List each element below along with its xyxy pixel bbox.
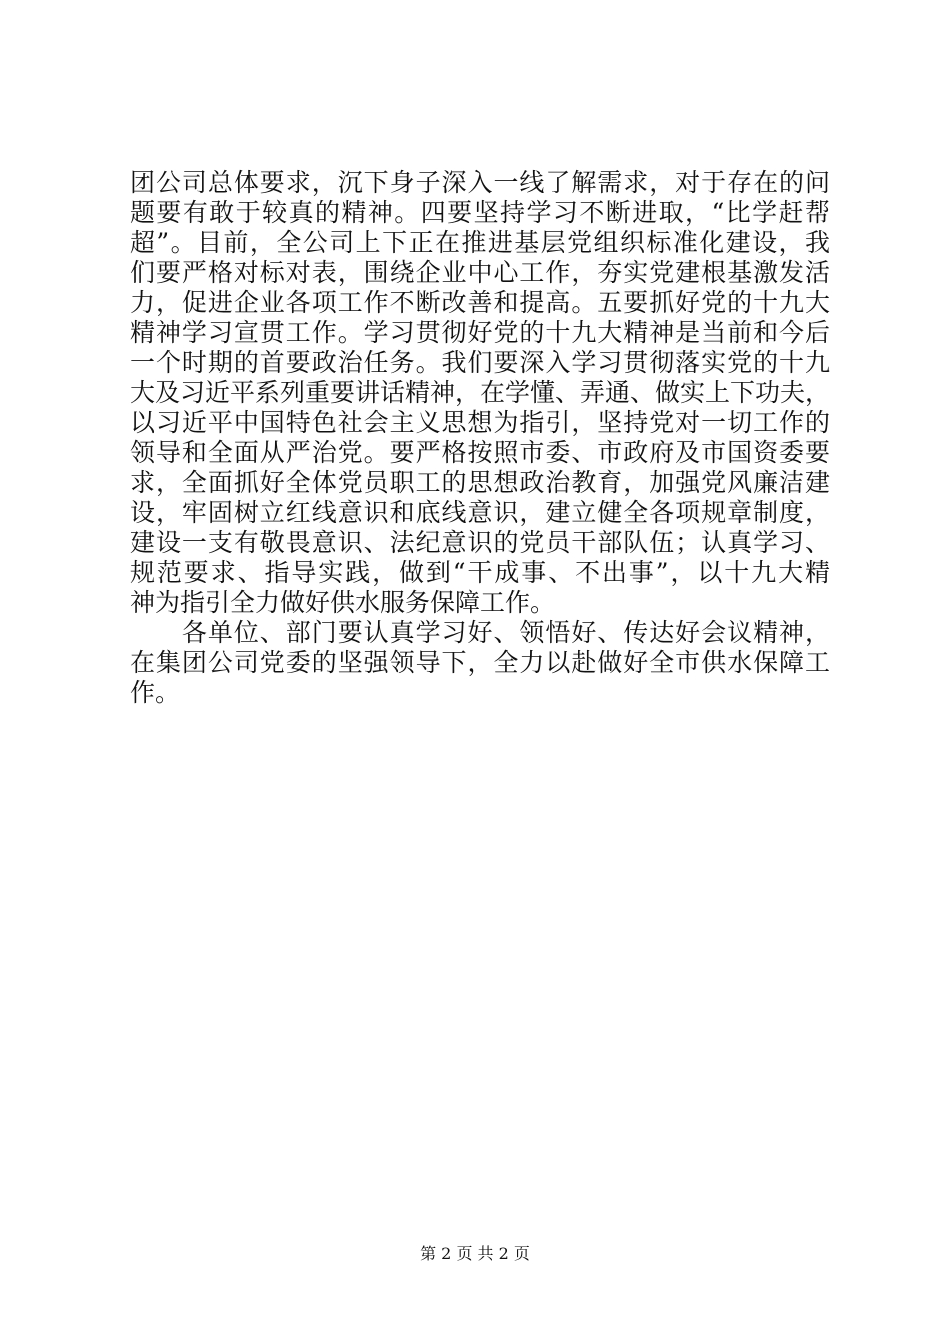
text-line: 规范要求、指导实践，做到“干成事、不出事”，以十九大精 [130,558,830,587]
text-line: 作。 [130,678,181,707]
text-line: 大及习近平系列重要讲话精神，在学懂、弄通、做实上下功夫， [130,378,831,407]
text-line: 题要有敢于较真的精神。四要坚持学习不断进取，“比学赶帮 [130,198,830,227]
body-text [130,168,830,708]
text-line: 在集团公司党委的坚强领导下，全力以赴做好全市供水保障工 [130,648,830,677]
text-line: 神为指引全力做好供水服务保障工作。 [130,588,556,617]
page-number-footer: 第 2 页 共 2 页 [420,1244,530,1263]
text-line: 领导和全面从严治党。要严格按照市委、市政府及市国资委要 [130,438,830,467]
text-line: 一个时期的首要政治任务。我们要深入学习贯彻落实党的十九 [130,348,830,377]
text-line: 超”。目前，全公司上下正在推进基层党组织标准化建设，我 [130,228,830,257]
text-line: 以习近平中国特色社会主义思想为指引，坚持党对一切工作的 [130,408,830,437]
text-line: 求，全面抓好全体党员职工的思想政治教育，加强党风廉洁建 [130,468,830,497]
text-line: 们要严格对标对表，围绕企业中心工作，夯实党建根基激发活 [130,258,830,287]
text-line: 精神学习宣贯工作。学习贯彻好党的十九大精神是当前和今后 [130,318,830,347]
text-line: 力，促进企业各项工作不断改善和提高。五要抓好党的十九大 [130,288,830,317]
text-line: 设，牢固树立红线意识和底线意识，建立健全各项规章制度， [130,498,830,527]
text-line: 各单位、部门要认真学习好、领悟好、传达好会议精神， [130,618,830,647]
text-line: 团公司总体要求，沉下身子深入一线了解需求，对于存在的问 [130,168,830,197]
text-line: 建设一支有敬畏意识、法纪意识的党员干部队伍；认真学习、 [130,528,830,557]
